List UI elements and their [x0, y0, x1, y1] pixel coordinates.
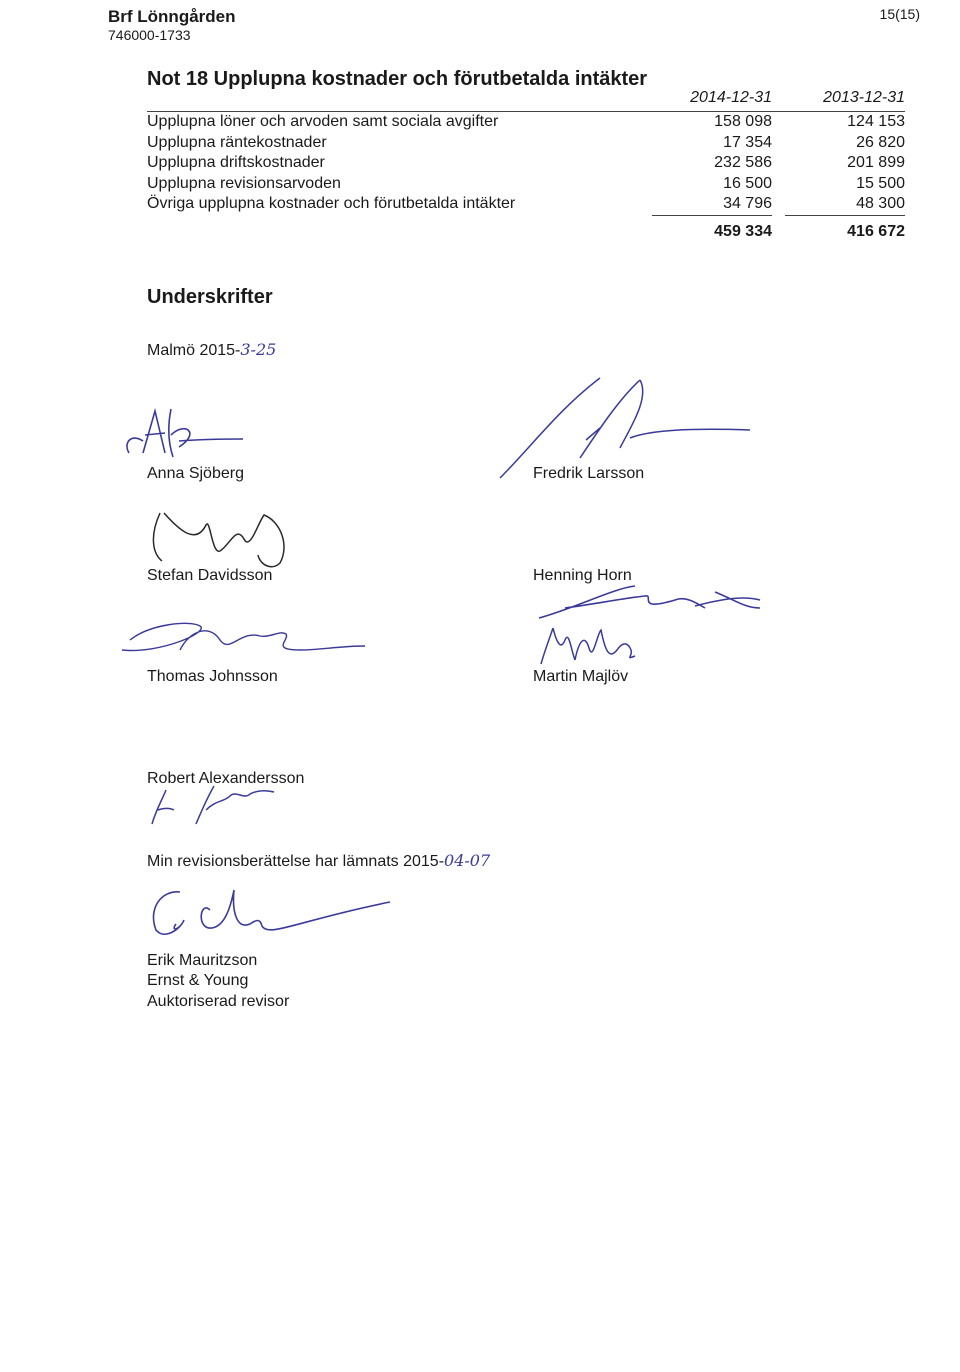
- auditor-firm: Ernst & Young: [147, 972, 249, 989]
- table-row: [147, 174, 905, 195]
- value-2013: 201 899: [847, 154, 905, 171]
- signature-martin-majlov: [535, 620, 645, 670]
- auditor-title: Auktoriserad revisor: [147, 993, 290, 1010]
- signature-stefan-davidsson: [140, 505, 300, 575]
- table-total-row: [147, 215, 905, 242]
- column-header-2014: 2014-12-31: [690, 89, 772, 106]
- value-2014: 34 796: [652, 194, 772, 215]
- row-label: Upplupna revisionsarvoden: [147, 174, 341, 192]
- total-2014: 459 334: [714, 222, 772, 240]
- row-label: Upplupna löner och arvoden samt sociala avgifter: [147, 113, 499, 130]
- table-row: [147, 133, 905, 154]
- audit-date-handwritten: 04-07: [444, 851, 491, 870]
- signature-erik-mauritzson: [140, 880, 400, 950]
- value-2013: 48 300: [785, 194, 905, 215]
- column-header-2013: 2013-12-31: [823, 89, 905, 106]
- organization-name: Brf Lönngården: [108, 7, 236, 26]
- signer-name: Henning Horn: [533, 567, 632, 584]
- organization-number: 746000-1733: [108, 27, 191, 43]
- signer-name: Martin Majlöv: [533, 668, 629, 685]
- signature-anna-sjoberg: [115, 405, 255, 465]
- value-2014: 158 098: [714, 113, 772, 130]
- row-label: Upplupna räntekostnader: [147, 133, 327, 151]
- table-row: [147, 112, 905, 133]
- auditor-name: Erik Mauritzson: [147, 952, 258, 969]
- page-number: 15(15): [879, 6, 920, 22]
- audit-statement: [147, 851, 490, 871]
- signer-name: Anna Sjöberg: [147, 465, 244, 482]
- value-2013: 124 153: [847, 113, 905, 130]
- table-row: [147, 153, 905, 174]
- value-2014: 16 500: [723, 174, 772, 192]
- row-label: Upplupna driftskostnader: [147, 154, 325, 171]
- row-label: Övriga upplupna kostnader och förutbetalda intäkter: [147, 195, 516, 213]
- value-2013: 26 820: [856, 133, 905, 151]
- place-date-printed: Malmö 2015-: [147, 342, 241, 359]
- signer-name: Fredrik Larsson: [533, 465, 645, 482]
- table-row: [147, 194, 905, 215]
- signature-thomas-johnsson: [100, 610, 370, 670]
- signature-robert-alexandersson: [140, 780, 280, 830]
- value-2014: 17 354: [723, 133, 772, 151]
- accrued-expenses-table: [147, 112, 905, 242]
- signer-name: Robert Alexandersson: [147, 770, 305, 787]
- audit-statement-printed: Min revisionsberättelse har lämnats 2015-: [147, 853, 445, 870]
- value-2014: 232 586: [714, 154, 772, 171]
- signer-name: Thomas Johnsson: [147, 668, 278, 685]
- place-and-date: [147, 340, 276, 360]
- note-title: Not 18 Upplupna kostnader och förutbetalda intäkter: [147, 68, 648, 90]
- signatures-heading: Underskrifter: [147, 286, 273, 308]
- signer-name: Stefan Davidsson: [147, 567, 273, 584]
- place-date-handwritten: 3-25: [240, 340, 277, 359]
- value-2013: 15 500: [856, 174, 905, 192]
- total-2013: 416 672: [847, 222, 905, 240]
